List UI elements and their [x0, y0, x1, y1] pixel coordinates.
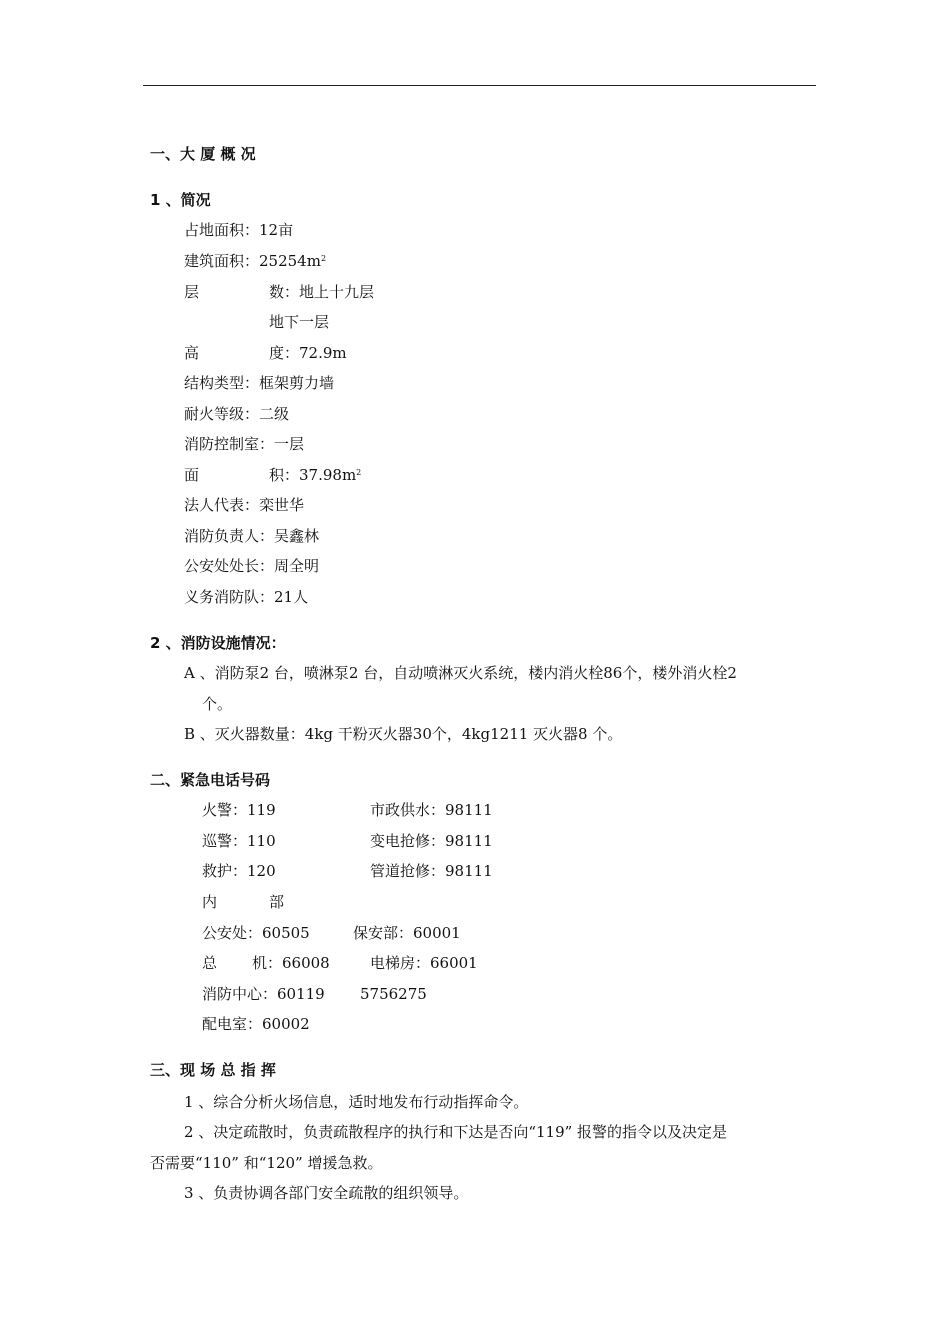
header-rule: [143, 85, 816, 86]
internal-label-a: 内: [202, 893, 218, 911]
facilities-a-line2: 个。: [202, 695, 233, 713]
phone-fire-center-ext: 5756275: [360, 985, 427, 1003]
fire-rating: 耐火等级：二级: [184, 405, 290, 423]
internal-label-b: 部: [269, 893, 285, 911]
height-label: 高: [184, 344, 200, 362]
facilities-a-line1: A 、消防泵2 台，喷淋泵2 台，自动喷淋灭火系统，楼内消火栓86个，楼外消火栓2: [184, 664, 737, 682]
legal-representative: 法人代表：栾世华: [184, 496, 305, 514]
phone-elevator-room: 电梯房：66001: [370, 954, 478, 972]
phone-fire: 火警：119: [202, 801, 276, 819]
section-title-emergency-numbers: 二、紧急电话号码: [150, 771, 271, 789]
structure-type: 结构类型：框架剪力墙: [184, 374, 335, 392]
commander-duty-3: 3 、负责协调各部门安全疏散的组织领导。: [184, 1184, 469, 1202]
phone-fire-center: 消防中心：60119: [202, 985, 325, 1003]
switchboard-label: 总: [202, 954, 218, 972]
height-value: 度：72.9m: [269, 344, 347, 362]
area-label: 面: [184, 466, 200, 484]
subsection-title-fire-facilities: 2 、消防设施情况：: [150, 634, 286, 652]
phone-patrol: 巡警：110: [202, 832, 276, 850]
section-title-building-overview: 一、大 厦 概 况: [150, 145, 256, 163]
fire-safety-officer: 消防负责人：吴鑫林: [184, 527, 320, 545]
floors-above: 数：地上十九层: [269, 283, 375, 301]
commander-duty-2b: 否需要“110” 和“120” 增援急救。: [150, 1154, 383, 1172]
commander-duty-1: 1 、综合分析火场信息，适时地发布行动指挥命令。: [184, 1093, 529, 1111]
subsection-title-summary: 1 、简况: [150, 191, 211, 209]
fire-control-room: 消防控制室：一层: [184, 435, 305, 453]
land-area: 占地面积：12亩: [184, 221, 294, 239]
phone-water: 市政供水：98111: [370, 801, 493, 819]
facilities-b-line: B 、灭火器数量：4kg 干粉灭火器30个，4kg1211 灭火器8 个。: [184, 725, 623, 743]
phone-security-dept: 保安部：60001: [353, 924, 461, 942]
section-title-commander: 三、现 场 总 指 挥: [150, 1061, 276, 1079]
area-value: 积：$37.98m^2$: [269, 466, 362, 484]
phone-power-room: 配电室：60002: [202, 1015, 310, 1033]
phone-ambulance: 救护：120: [202, 862, 276, 880]
phone-security-office: 公安处：60505: [202, 924, 310, 942]
phone-pipe-repair: 管道抢修：98111: [370, 862, 493, 880]
building-area: 建筑面积：$25254m^2$: [184, 252, 327, 270]
floors-label: 层: [184, 283, 200, 301]
phone-switchboard: 机：66008: [252, 954, 330, 972]
floors-below: 地下一层: [269, 313, 330, 331]
volunteer-brigade: 义务消防队：21人: [184, 588, 309, 606]
phone-power-repair: 变电抢修：98111: [370, 832, 493, 850]
security-director: 公安处处长：周全明: [184, 557, 320, 575]
commander-duty-2a: 2 、决定疏散时，负责疏散程序的执行和下达是否向“119” 报警的指令以及决定是: [184, 1123, 728, 1141]
